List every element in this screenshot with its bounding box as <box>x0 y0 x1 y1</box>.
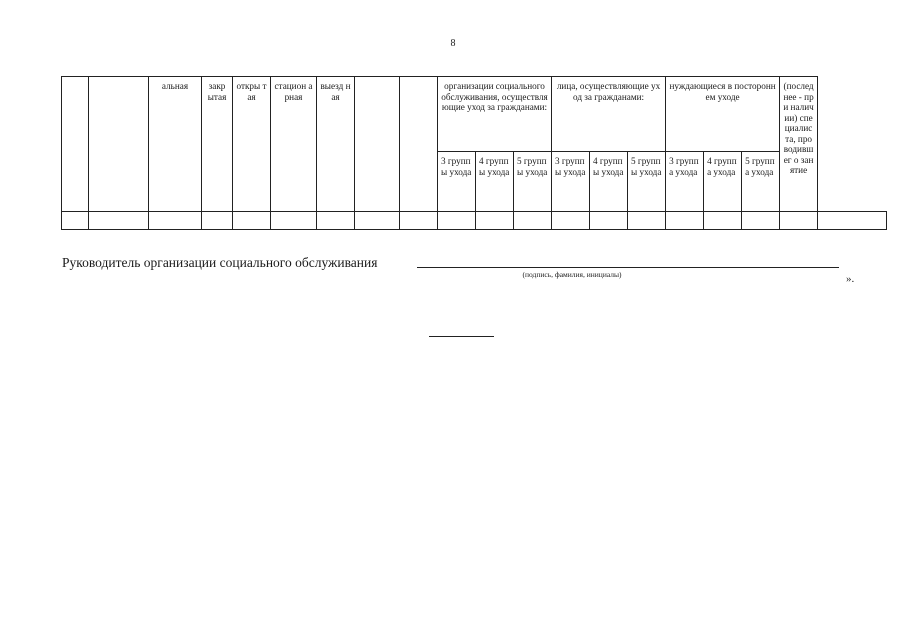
table-cell <box>438 212 476 230</box>
col-otkrytaya-header: откры тая <box>233 77 271 212</box>
table-cell <box>271 212 317 230</box>
col-2-header <box>89 77 149 212</box>
table-cell <box>780 212 818 230</box>
signature-line <box>417 267 839 268</box>
table-cell <box>62 212 89 230</box>
table-cell <box>818 212 887 230</box>
table-cell <box>590 212 628 230</box>
specialist-header: (последнее - при наличии) специалиста, проводившег о занятие <box>780 77 818 212</box>
col-statsionarnaya-header: стацион арная <box>271 77 317 212</box>
group-dependent-header: нуждающиеся в постороннем уходе <box>666 77 780 152</box>
page-number: 8 <box>450 38 456 49</box>
signature-hint: (подпись, фамилия, инициалы) <box>522 270 622 279</box>
col-1-header <box>62 77 89 212</box>
subheader-a-4: 4 групп ы ухода <box>476 152 514 212</box>
subheader-a-3: 3 групп ы ухода <box>438 152 476 212</box>
table-cell <box>552 212 590 230</box>
table-cell <box>514 212 552 230</box>
report-table <box>61 76 887 230</box>
col-alnaya-header: альная <box>149 77 202 212</box>
end-divider <box>429 336 494 337</box>
table-cell <box>400 212 438 230</box>
subheader-b-5: 5 групп ы ухода <box>628 152 666 212</box>
table-cell <box>149 212 202 230</box>
col-8-header <box>355 77 400 212</box>
subheader-a-5: 5 групп ы ухода <box>514 152 552 212</box>
table-cell <box>355 212 400 230</box>
col-vyezdnaya-header: выезд ная <box>317 77 355 212</box>
subheader-c-5: 5 группа ухода <box>742 152 780 212</box>
group-caregivers-header: лица, осуществляющие уход за гражданами: <box>552 77 666 152</box>
table-cell <box>742 212 780 230</box>
table-cell <box>476 212 514 230</box>
subheader-b-4: 4 групп ы ухода <box>590 152 628 212</box>
table-cell <box>704 212 742 230</box>
table-cell <box>89 212 149 230</box>
closing-quote: ». <box>846 273 855 285</box>
subheader-c-3: 3 группа ухода <box>666 152 704 212</box>
signature-label: Руководитель организации социального обслуживания <box>62 255 378 270</box>
group-organizations-header: организации социального обслуживания, осуществляющие уход за гражданами: <box>438 77 552 152</box>
table-cell <box>202 212 233 230</box>
table-cell <box>666 212 704 230</box>
table-cell <box>628 212 666 230</box>
subheader-c-4: 4 группа ухода <box>704 152 742 212</box>
col-zakrytaya-header: закр ытая <box>202 77 233 212</box>
col-9-header <box>400 77 438 212</box>
table-row <box>62 212 887 230</box>
table-cell <box>233 212 271 230</box>
table-cell <box>317 212 355 230</box>
subheader-b-3: 3 групп ы ухода <box>552 152 590 212</box>
